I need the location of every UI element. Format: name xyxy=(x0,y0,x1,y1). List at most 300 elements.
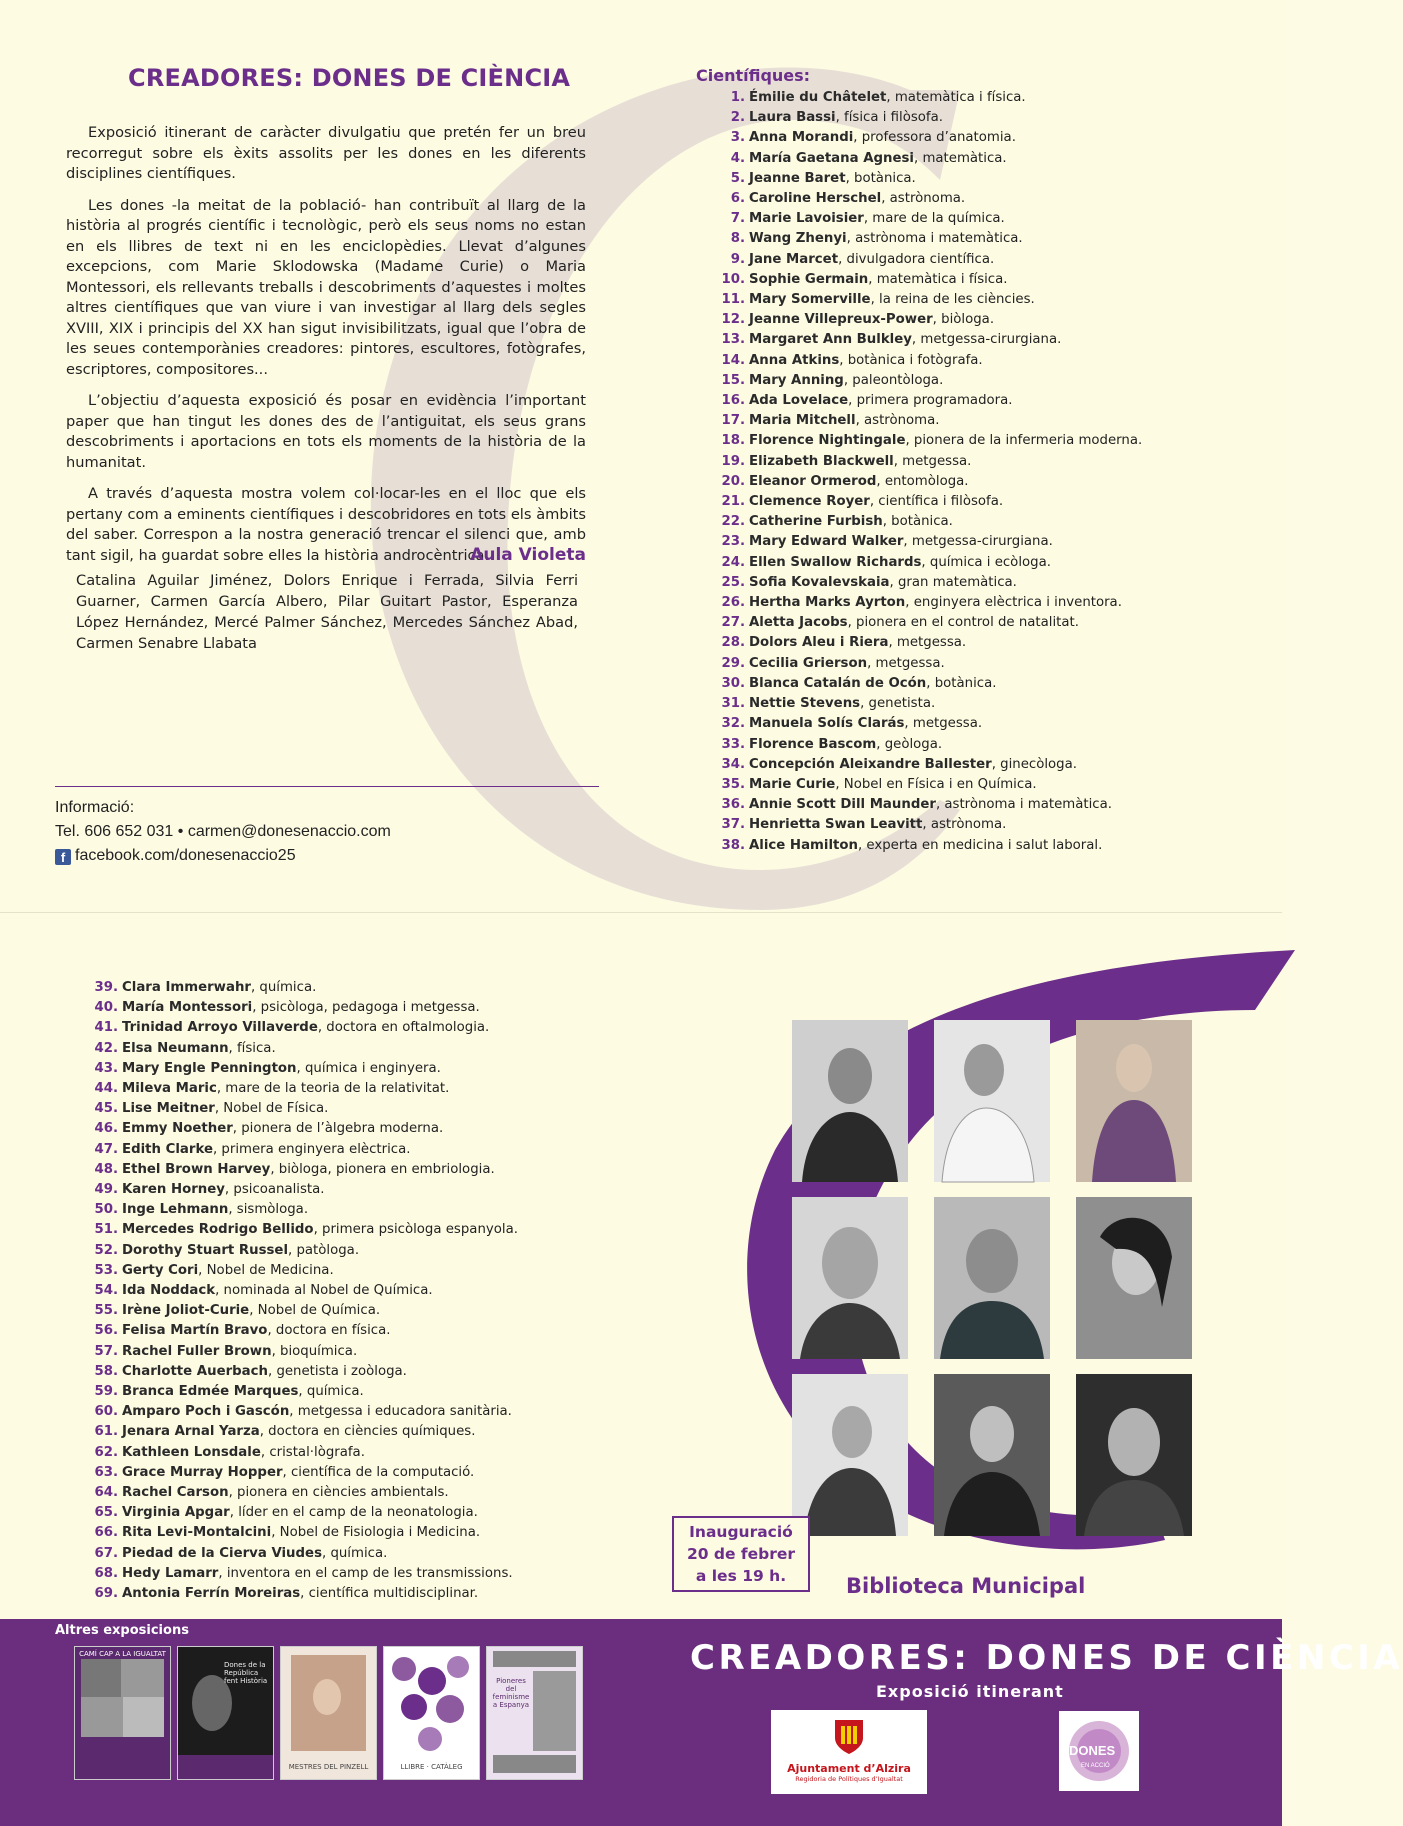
scientist-name: Lise Meitner xyxy=(122,1101,215,1117)
scientist-name: Trinidad Arroyo Villaverde xyxy=(122,1020,318,1036)
scientist-name: Grace Murray Hopper xyxy=(122,1464,283,1480)
scientist-name: Branca Edmée Marques xyxy=(122,1384,299,1400)
item-number: 1. xyxy=(730,90,745,105)
exhibition-thumb[interactable] xyxy=(280,1646,377,1780)
scientist-description: , química. xyxy=(298,1384,364,1400)
scientist-name: Anna Atkins xyxy=(749,352,840,368)
list-item xyxy=(716,310,1142,330)
intro-paragraph: L’objectiu d’aquesta exposició és posar en evidència l’important paper que han tingut les dones des de l’antiguitat, els seus grans descobriments i aportacions en tots els moments de la història de la humanitat. xyxy=(66,392,586,471)
facebook-icon: f xyxy=(55,849,71,865)
portrait-photo xyxy=(1076,1197,1192,1359)
list-item xyxy=(716,250,1142,270)
scientist-description: , científica de la computació. xyxy=(282,1464,475,1480)
scientist-description: , mare de la teoria de la relativitat. xyxy=(216,1081,450,1097)
item-number: 22. xyxy=(721,514,745,530)
exhibition-thumb[interactable] xyxy=(74,1646,171,1780)
svg-text:DONES: DONES xyxy=(1069,1743,1116,1758)
item-number: 68. xyxy=(94,1565,118,1581)
scientist-description: , física i filòsofa. xyxy=(835,110,943,126)
item-number: 51. xyxy=(94,1222,118,1238)
item-number: 43. xyxy=(94,1060,118,1076)
scientist-name: Edith Clarke xyxy=(122,1141,213,1157)
intro-paragraph: Les dones -la meitat de la població- han contribuït al llarg de la història al progrés científic i tecnològic, però els seus noms no estan en els llibres de text ni en les enciclopèdies. Llevat d’algunes excepcions, com Marie Sklodowska (Madame Curie) o Maria Montessori, els rellevants treballs i descobriments d’aquestes i moltes altres científiques que van viure i van investigar al llarg dels segles XVIII, XIX i principis del XX han sigut invisibilitzats, igual que l’obra de les seues contemporànies creadores: pintores, escultores, fotògrafes, escriptores, compositores... xyxy=(66,196,586,378)
list-item xyxy=(92,1483,518,1503)
scientist-name: Antonia Ferrín Moreiras xyxy=(122,1586,301,1602)
scientist-name: Nettie Stevens xyxy=(749,696,861,712)
scientist-name: María Montessori xyxy=(122,1000,253,1016)
list-item xyxy=(92,1099,518,1119)
scientist-description: , metgessa. xyxy=(893,453,972,469)
item-number: 24. xyxy=(721,554,745,570)
list-item xyxy=(92,1241,518,1261)
list-item xyxy=(716,553,1142,573)
scientist-description: , mare de la química. xyxy=(863,211,1005,227)
list-item xyxy=(716,654,1142,674)
portrait-photo xyxy=(934,1020,1050,1182)
scientist-description: , doctora en oftalmologia. xyxy=(317,1020,490,1036)
scientist-name: María Gaetana Agnesi xyxy=(749,150,914,166)
scientist-name: Alice Hamilton xyxy=(749,837,858,853)
item-number: 5. xyxy=(730,170,745,186)
scientist-name: Emmy Noether xyxy=(122,1121,233,1137)
item-number: 21. xyxy=(721,494,745,510)
item-number: 42. xyxy=(94,1040,118,1056)
item-number: 23. xyxy=(721,534,745,550)
venue: Biblioteca Municipal xyxy=(846,1574,1086,1598)
scientist-description: , astrònoma. xyxy=(881,191,966,207)
list-item xyxy=(716,613,1142,633)
list-item xyxy=(92,1362,518,1382)
scientist-name: Blanca Catalán de Ocón xyxy=(749,675,927,691)
exhibition-thumb[interactable] xyxy=(383,1646,480,1780)
item-number: 28. xyxy=(721,635,745,651)
ajuntament-logo xyxy=(771,1710,927,1794)
scientist-name: Concepción Aleixandre Ballester xyxy=(749,756,992,772)
list-item xyxy=(92,1180,518,1200)
scientist-description: , botànica. xyxy=(882,514,953,530)
scientist-name: Marie Curie xyxy=(749,776,836,792)
list-item xyxy=(716,149,1142,169)
footer-subtitle: Exposició itinerant xyxy=(876,1682,1064,1701)
item-number: 57. xyxy=(94,1343,118,1359)
scientist-description: , Nobel de Fisiologia i Medicina. xyxy=(271,1525,481,1541)
scientist-name: Piedad de la Cierva Viudes xyxy=(122,1545,322,1561)
list-item xyxy=(716,775,1142,795)
scientist-description: , metgessa. xyxy=(904,716,983,732)
scientist-description: , astrònoma i matemàtica. xyxy=(935,797,1112,813)
scientist-description: , pionera de l’àlgebra moderna. xyxy=(232,1121,444,1137)
contact-facebook[interactable] xyxy=(55,844,391,868)
item-number: 8. xyxy=(730,231,745,247)
scientist-name: Aletta Jacobs xyxy=(749,615,848,631)
item-number: 45. xyxy=(94,1101,118,1117)
item-number: 15. xyxy=(721,372,745,388)
list-item xyxy=(92,978,518,998)
scientist-name: Marie Lavoisier xyxy=(749,211,864,227)
list-item xyxy=(92,1140,518,1160)
scientist-description: , pionera en el control de natalitat. xyxy=(847,615,1079,631)
item-number: 35. xyxy=(721,776,745,792)
item-number: 52. xyxy=(94,1242,118,1258)
scientist-name: Irène Joliot-Curie xyxy=(122,1303,250,1319)
item-number: 65. xyxy=(94,1505,118,1521)
scientist-description: , astrònoma i matemàtica. xyxy=(846,231,1023,247)
scientist-name: Anna Morandi xyxy=(749,130,854,146)
crest-icon xyxy=(829,1716,869,1756)
intro-paragraph: Exposició itinerant de caràcter divulgatiu que pretén fer un breu recorregut sobre els èxits assolits per les dones en les diferents disciplines científiques. xyxy=(66,124,586,182)
list-item xyxy=(716,674,1142,694)
scientist-description: , enginyera elèctrica i inventora. xyxy=(905,595,1122,611)
scientist-description: , nominada al Nobel de Química. xyxy=(215,1283,433,1299)
list-item xyxy=(92,1200,518,1220)
scientist-description: , inventora en el camp de les transmissions. xyxy=(218,1565,513,1581)
scientist-name: Sofia Kovalevskaia xyxy=(749,574,890,590)
item-number: 20. xyxy=(721,473,745,489)
scientist-name: Mercedes Rodrigo Bellido xyxy=(122,1222,314,1238)
scientist-name: Elizabeth Blackwell xyxy=(749,453,894,469)
scientist-name: Catherine Furbish xyxy=(749,514,883,530)
scientist-description: , entomòloga. xyxy=(876,473,969,489)
scientist-name: Ada Lovelace xyxy=(749,393,849,409)
list-item xyxy=(92,1544,518,1564)
inauguration-time: a les 19 h. xyxy=(695,1567,787,1585)
scientist-name: Manuela Solís Clarás xyxy=(749,716,905,732)
inauguration-label: Inauguració xyxy=(689,1523,793,1541)
scientist-name: Florence Bascom xyxy=(749,736,877,752)
scientist-description: , psicoanalista. xyxy=(224,1182,325,1198)
scientist-description: , metgessa-cirurgiana. xyxy=(903,534,1053,550)
item-number: 4. xyxy=(730,150,745,166)
dones-en-accio-logo xyxy=(1059,1711,1139,1791)
list-item xyxy=(716,714,1142,734)
list-item xyxy=(92,1523,518,1543)
list-item xyxy=(716,836,1142,856)
intro-paragraph: A través d’aquesta mostra volem col·locar-les en el lloc que els pertany com a eminents científiques i descobridores en tots els àmbits del saber. Correspon a la nostra generació trencar el silenci que, amb tant sigil, ha guardat sobre elles la història androcèntrica. xyxy=(66,485,586,564)
list-item xyxy=(92,1119,518,1139)
scientist-name: Kathleen Lonsdale xyxy=(122,1444,261,1460)
item-number: 30. xyxy=(721,675,745,691)
item-number: 46. xyxy=(94,1121,118,1137)
scientist-description: , pionera de la infermeria moderna. xyxy=(905,433,1143,449)
list-item xyxy=(92,1281,518,1301)
item-number: 14. xyxy=(721,352,745,368)
scientist-description: , matemàtica. xyxy=(914,150,1007,166)
scientist-name: Amparo Poch i Gascón xyxy=(122,1404,290,1420)
item-number: 26. xyxy=(721,595,745,611)
list-item xyxy=(92,1382,518,1402)
item-number: 39. xyxy=(94,980,118,995)
scientist-description: , ginecòloga. xyxy=(991,756,1077,772)
scientist-name: Jeanne Baret xyxy=(749,170,846,186)
list-item xyxy=(92,1059,518,1079)
scientist-description: , primera programadora. xyxy=(848,393,1013,409)
list-item xyxy=(92,1422,518,1442)
item-number: 55. xyxy=(94,1303,118,1319)
scientist-name: Mileva Maric xyxy=(122,1081,217,1097)
list-item xyxy=(716,452,1142,472)
portrait-photo xyxy=(1076,1374,1192,1536)
scientist-name: Dolors Aleu i Riera xyxy=(749,635,889,651)
list-item xyxy=(716,189,1142,209)
scientist-name: Mary Anning xyxy=(749,372,844,388)
scientist-name: Hedy Lamarr xyxy=(122,1565,219,1581)
scientist-name: Rachel Fuller Brown xyxy=(122,1343,272,1359)
facebook-link[interactable]: facebook.com/donesenaccio25 xyxy=(75,847,296,864)
list-item xyxy=(716,330,1142,350)
inauguration-date: 20 de febrer xyxy=(686,1545,796,1563)
scientist-name: Elsa Neumann xyxy=(122,1040,229,1056)
list-item xyxy=(716,229,1142,249)
intro-text xyxy=(66,123,586,577)
item-number: 32. xyxy=(721,716,745,732)
scientist-description: , Nobel en Física i en Química. xyxy=(835,776,1037,792)
contact-phone-email[interactable]: Tel. 606 652 031 • carmen@donesenaccio.com xyxy=(55,823,391,840)
scientist-description: , metgessa i educadora sanitària. xyxy=(289,1404,512,1420)
scientists-list-top xyxy=(716,88,1142,856)
list-item xyxy=(716,108,1142,128)
item-number: 49. xyxy=(94,1182,118,1198)
scientist-description: , cristal·lògrafa. xyxy=(260,1444,365,1460)
scientist-name: Hertha Marks Ayrton xyxy=(749,595,906,611)
list-item xyxy=(716,633,1142,653)
item-number: 44. xyxy=(94,1081,118,1097)
item-number: 33. xyxy=(721,736,745,752)
scientist-description: , biòloga. xyxy=(932,312,995,328)
ajuntament-name: Ajuntament d’Alzira xyxy=(787,1762,911,1775)
scientist-description: , doctora en ciències químiques. xyxy=(259,1424,476,1440)
scientist-description: , astrònoma. xyxy=(922,817,1007,833)
item-number: 31. xyxy=(721,696,745,712)
item-number: 25. xyxy=(721,574,745,590)
scientist-description: , divulgadora científica. xyxy=(838,251,995,267)
scientist-description: , pionera en ciències ambientals. xyxy=(228,1485,449,1501)
portrait-photo xyxy=(934,1197,1050,1359)
portrait-photo xyxy=(792,1020,908,1182)
scientist-name: Jeanne Villepreux-Power xyxy=(749,312,933,328)
scientists-list-bottom xyxy=(92,978,518,1604)
contact-info xyxy=(55,796,391,868)
list-item xyxy=(92,1342,518,1362)
item-number: 36. xyxy=(721,797,745,813)
scientist-name: Virginia Apgar xyxy=(122,1505,230,1521)
scientist-description: , doctora en física. xyxy=(267,1323,391,1339)
scientist-description: , química. xyxy=(250,980,317,995)
item-number: 50. xyxy=(94,1202,118,1218)
scientist-name: Clemence Royer xyxy=(749,494,870,510)
scientist-description: , geòloga. xyxy=(876,736,943,752)
scientist-description: , Nobel de Química. xyxy=(249,1303,381,1319)
scientist-name: Ellen Swallow Richards xyxy=(749,554,922,570)
scientist-name: Maria Mitchell xyxy=(749,413,856,429)
list-item xyxy=(716,371,1142,391)
list-item xyxy=(716,755,1142,775)
scientist-name: Jenara Arnal Yarza xyxy=(122,1424,260,1440)
scientist-description: , matemàtica i física. xyxy=(868,271,1008,287)
portrait-photo xyxy=(792,1374,908,1536)
scientist-description: , la reina de les ciències. xyxy=(870,292,1035,308)
item-number: 19. xyxy=(721,453,745,469)
scientist-description: , sismòloga. xyxy=(228,1202,309,1218)
scientist-name: Mary Edward Walker xyxy=(749,534,904,550)
scientist-description: , astrònoma. xyxy=(855,413,940,429)
scientist-description: , primera psicòloga espanyola. xyxy=(313,1222,518,1238)
item-number: 2. xyxy=(730,110,745,126)
scientist-description: , psicòloga, pedagoga i metgessa. xyxy=(252,1000,480,1016)
list-item xyxy=(92,1443,518,1463)
list-item xyxy=(92,1261,518,1281)
scientist-name: Eleanor Ormerod xyxy=(749,473,877,489)
scientist-description: , metgessa. xyxy=(888,635,967,651)
scientist-description: , Nobel de Medicina. xyxy=(198,1262,334,1278)
scientist-description: , química. xyxy=(321,1545,388,1561)
item-number: 59. xyxy=(94,1384,118,1400)
item-number: 17. xyxy=(721,413,745,429)
scientist-name: Rachel Carson xyxy=(122,1485,229,1501)
ajuntament-subtitle: Regidoria de Polítiques d’Igualtat xyxy=(795,1775,903,1783)
list-item xyxy=(92,1301,518,1321)
scientist-description: , primera enginyera elèctrica. xyxy=(212,1141,411,1157)
scientist-name: Wang Zhenyi xyxy=(749,231,847,247)
item-number: 66. xyxy=(94,1525,118,1541)
list-item xyxy=(716,512,1142,532)
item-number: 40. xyxy=(94,1000,118,1016)
list-item xyxy=(716,492,1142,512)
list-item xyxy=(92,1564,518,1584)
exhibition-thumb[interactable] xyxy=(486,1646,583,1780)
list-item xyxy=(92,1321,518,1341)
item-number: 7. xyxy=(730,211,745,227)
item-number: 10. xyxy=(721,271,745,287)
exhibition-thumb-caption: LLIBRE · CATÀLEG xyxy=(400,1763,463,1771)
list-item xyxy=(716,128,1142,148)
item-number: 58. xyxy=(94,1363,118,1379)
scientist-description: , professora d’anatomia. xyxy=(853,130,1016,146)
scientist-description: , botànica i fotògrafa. xyxy=(839,352,983,368)
scientist-name: Dorothy Stuart Russel xyxy=(122,1242,289,1258)
list-item xyxy=(92,1160,518,1180)
scientist-description: , genetista. xyxy=(860,696,936,712)
list-item xyxy=(716,391,1142,411)
item-number: 47. xyxy=(94,1141,118,1157)
exhibition-thumb-caption: MESTRES DEL PINZELL xyxy=(288,1763,369,1771)
item-number: 61. xyxy=(94,1424,118,1440)
scientist-description: , experta en medicina i salut laboral. xyxy=(857,837,1103,853)
list-item xyxy=(92,1220,518,1240)
item-number: 64. xyxy=(94,1485,118,1501)
list-item xyxy=(716,88,1142,108)
list-item xyxy=(716,815,1142,835)
scientist-name: Gerty Cori xyxy=(122,1262,199,1278)
item-number: 63. xyxy=(94,1464,118,1480)
exhibition-thumb[interactable] xyxy=(177,1646,274,1780)
list-item xyxy=(92,1018,518,1038)
item-number: 53. xyxy=(94,1262,118,1278)
footer-title: CREADORES: DONES DE CIÈNCIA xyxy=(690,1638,1403,1678)
scientist-description: , botànica. xyxy=(845,170,916,186)
scientist-name: Sophie Germain xyxy=(749,271,869,287)
list-item xyxy=(92,1402,518,1422)
list-item xyxy=(92,998,518,1018)
exhibition-thumb-caption: Pioneres del feminisme a Espanya xyxy=(492,1677,530,1709)
scientist-description: , científica i filòsofa. xyxy=(869,494,1004,510)
list-item xyxy=(716,351,1142,371)
item-number: 37. xyxy=(721,817,745,833)
scientist-description: , bioquímica. xyxy=(271,1343,358,1359)
item-number: 16. xyxy=(721,393,745,409)
scientist-description: , química i ecòloga. xyxy=(921,554,1051,570)
scientist-description: , matemàtica i física. xyxy=(886,90,1026,105)
list-item xyxy=(92,1079,518,1099)
exhibition-thumb-caption: CAMÍ CAP A LA IGUALTAT xyxy=(79,1650,166,1658)
scientist-description: , biòloga, pionera en embriologia. xyxy=(270,1161,495,1177)
item-number: 18. xyxy=(721,433,745,449)
exhibition-thumb-caption: Dones de la República fent Història xyxy=(224,1661,268,1685)
scientist-name: Henrietta Swan Leavitt xyxy=(749,817,923,833)
list-item xyxy=(716,472,1142,492)
scientist-name: Émilie du Châtelet xyxy=(749,90,887,105)
signature: Aula Violeta xyxy=(470,545,586,565)
list-item xyxy=(716,209,1142,229)
inauguration-box xyxy=(672,1516,810,1592)
list-item xyxy=(716,593,1142,613)
contact-label: Informació: xyxy=(55,799,135,816)
list-item xyxy=(716,532,1142,552)
scientists-heading: Científiques: xyxy=(696,66,811,85)
list-item xyxy=(716,290,1142,310)
list-item xyxy=(716,573,1142,593)
scientist-description: , genetista i zoòloga. xyxy=(267,1363,407,1379)
scientist-name: Florence Nightingale xyxy=(749,433,906,449)
scientist-name: Clara Immerwahr xyxy=(122,980,251,995)
list-item xyxy=(92,1584,518,1604)
scientist-name: Cecilia Grierson xyxy=(749,655,868,671)
item-number: 11. xyxy=(721,292,745,308)
list-item xyxy=(716,694,1142,714)
scientist-name: Ida Noddack xyxy=(122,1283,216,1299)
scientist-name: Karen Horney xyxy=(122,1182,225,1198)
portrait-photo xyxy=(1076,1020,1192,1182)
list-item xyxy=(716,795,1142,815)
item-number: 67. xyxy=(94,1545,118,1561)
other-exhibitions-label: Altres exposicions xyxy=(55,1623,189,1638)
item-number: 34. xyxy=(721,756,745,772)
list-item xyxy=(716,169,1142,189)
scientist-description: , patòloga. xyxy=(288,1242,360,1258)
scientist-description: , científica multidisciplinar. xyxy=(300,1586,479,1602)
scientist-name: Caroline Herschel xyxy=(749,191,882,207)
list-item xyxy=(716,411,1142,431)
item-number: 41. xyxy=(94,1020,118,1036)
item-number: 6. xyxy=(730,191,745,207)
scientist-name: Mary Engle Pennington xyxy=(122,1060,297,1076)
item-number: 62. xyxy=(94,1444,118,1460)
scientist-name: Charlotte Auerbach xyxy=(122,1363,268,1379)
list-item xyxy=(92,1039,518,1059)
item-number: 9. xyxy=(730,251,745,267)
item-number: 56. xyxy=(94,1323,118,1339)
scientist-name: Felisa Martín Bravo xyxy=(122,1323,268,1339)
svg-text:EN ACCIÓ: EN ACCIÓ xyxy=(1081,1763,1110,1769)
scientist-name: Inge Lehmann xyxy=(122,1202,229,1218)
scientist-name: Jane Marcet xyxy=(749,251,839,267)
item-number: 48. xyxy=(94,1161,118,1177)
scientist-name: Margaret Ann Bulkley xyxy=(749,332,912,348)
scientist-description: , Nobel de Física. xyxy=(214,1101,329,1117)
scientist-name: Rita Levi-Montalcini xyxy=(122,1525,272,1541)
item-number: 3. xyxy=(730,130,745,146)
item-number: 38. xyxy=(721,837,745,853)
portrait-photo xyxy=(934,1374,1050,1536)
